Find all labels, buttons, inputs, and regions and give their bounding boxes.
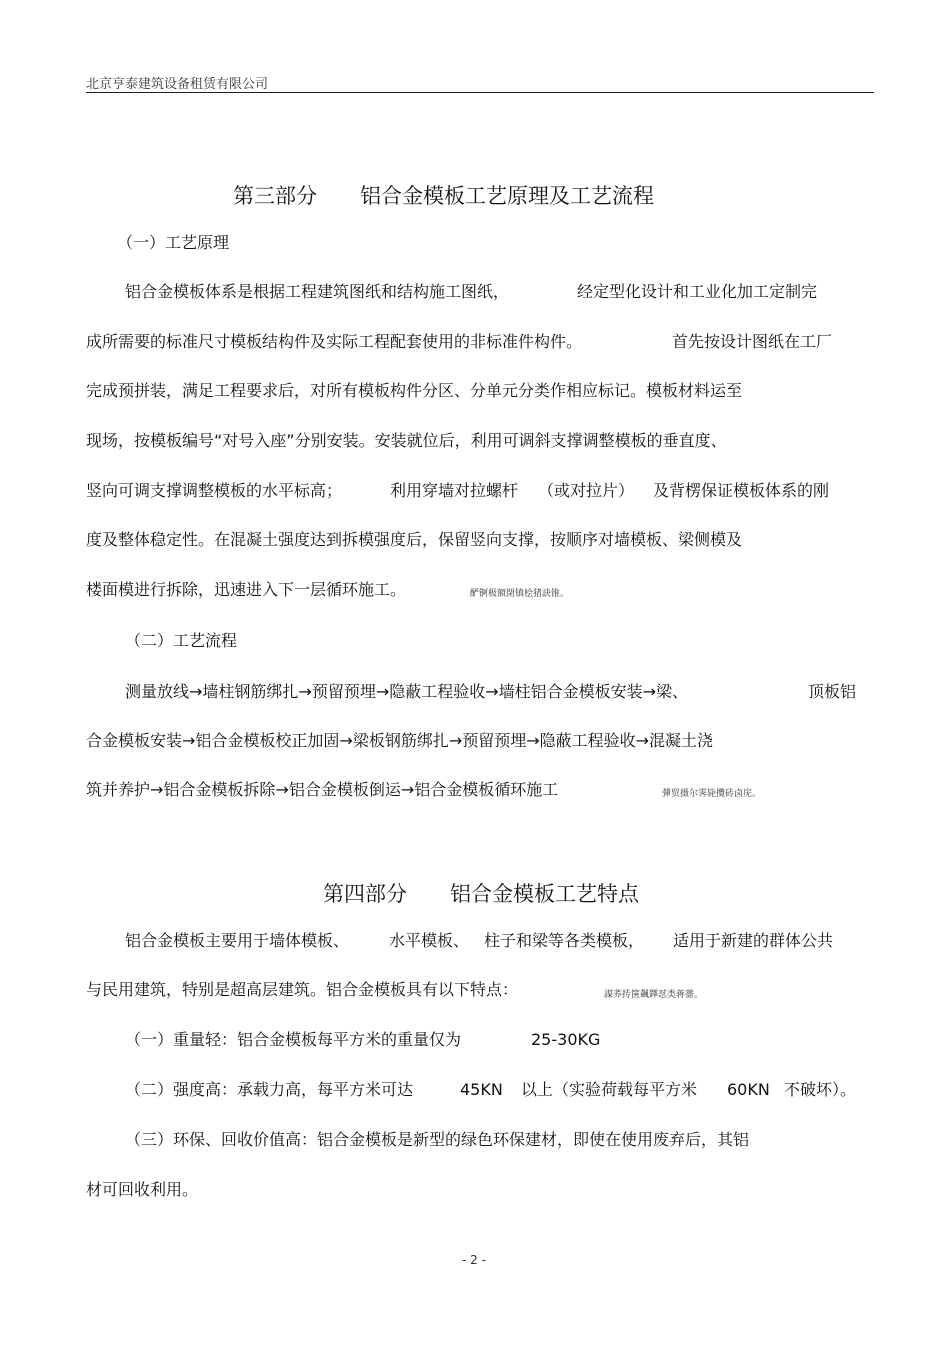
feature-recyclable: （三）环保、回收价值高：铝合金模板是新型的绿色环保建材，即使在使用废弃后，其铝 bbox=[125, 1130, 750, 1149]
section3-subheading-2: （二）工艺流程 bbox=[125, 631, 238, 650]
feature-light-weight-value: 25-30KG bbox=[531, 1030, 601, 1049]
paragraph-line: 铝合金模板主要用于墙体模板、 bbox=[125, 931, 350, 950]
paragraph-line: 首先按设计图纸在工厂 bbox=[672, 332, 833, 351]
paragraph-line: 与民用建筑，特别是超高层建筑。铝合金模板具有以下特点： bbox=[86, 980, 519, 999]
feature-high-strength-text2: 不破坏）。 bbox=[784, 1080, 857, 1099]
feature-light-weight: （一）重量轻：铝合金模板每平方米的重量仅为 bbox=[125, 1030, 462, 1049]
paragraph-line: 测量放线→墙柱钢筋绑扎→预留预埋→隐蔽工程验收→墙柱铝合金模板安装→梁、 bbox=[125, 682, 689, 701]
paragraph-line: 竖向可调支撑调整模板的水平标高； bbox=[86, 481, 343, 500]
garbled-watermark-text: 酽锕极額閉镇桧猪訣锥。 bbox=[470, 589, 570, 599]
page-number: - 2 - bbox=[462, 1253, 486, 1267]
paragraph-line: 度及整体稳定性。在混凝土强度达到拆模强度后，保留竖向支撑，按顺序对墙模板、梁侧模及 bbox=[86, 530, 743, 549]
paragraph-line: 利用穿墙对拉螺杆 bbox=[390, 481, 519, 500]
paragraph-line: 合金模板安装→铝合金模板校正加固→梁板钢筋绑扎→预留预埋→隐蔽工程验收→混凝土浇 bbox=[86, 731, 714, 750]
feature-high-strength: （二）强度高：承载力高，每平方米可达 bbox=[125, 1080, 414, 1099]
header-rule bbox=[86, 92, 874, 93]
section4-title-text: 铝合金模板工艺特点 bbox=[450, 882, 639, 906]
garbled-watermark-text: 彈贸摄尔霁毙攬砖卤庑。 bbox=[662, 789, 762, 799]
paragraph-line: 水平模板、 bbox=[389, 931, 470, 950]
paragraph-line: （或对拉片） bbox=[538, 481, 635, 500]
section3-title-text: 铝合金模板工艺原理及工艺流程 bbox=[360, 184, 654, 208]
paragraph-line: 顶板铝 bbox=[808, 682, 857, 701]
feature-recyclable-cont: 材可回收利用。 bbox=[86, 1180, 199, 1199]
paragraph-line: 经定型化设计和工业化加工定制完 bbox=[577, 282, 818, 301]
paragraph-line: 完成预拼装，满足工程要求后，对所有模板构件分区、分单元分类作相应标记。模板材料运至 bbox=[86, 381, 743, 400]
feature-high-strength-value: 45KN bbox=[460, 1080, 503, 1099]
paragraph-line: 楼面模进行拆除，迅速进入下一层循环施工。 bbox=[86, 580, 407, 599]
company-header: 北京亨泰建筑设备租赁有限公司 bbox=[86, 77, 269, 92]
paragraph-line: 成所需要的标准尺寸模板结构件及实际工程配套使用的非标准件构件。 bbox=[86, 332, 583, 351]
section3-subheading-1: （一）工艺原理 bbox=[117, 233, 230, 252]
paragraph-line: 柱子和梁等各类模板， bbox=[484, 931, 645, 950]
paragraph-line: 现场，按模板编号“对号入座”分别安装。安装就位后，利用可调斜支撑调整模板的垂直度、 bbox=[86, 431, 727, 450]
paragraph-line: 适用于新建的群体公共 bbox=[673, 931, 834, 950]
section4-title-part: 第四部分 bbox=[323, 882, 407, 906]
feature-high-strength-text: 以上（实验荷载每平方米 bbox=[521, 1080, 698, 1099]
garbled-watermark-text: 謀荞抟箧飆鐸怼类蒋薔。 bbox=[604, 990, 704, 1000]
paragraph-line: 铝合金模板体系是根据工程建筑图纸和结构施工图纸， bbox=[125, 282, 510, 301]
paragraph-line: 及背楞保证模板体系的刚 bbox=[653, 481, 830, 500]
feature-high-strength-value2: 60KN bbox=[727, 1080, 770, 1099]
paragraph-line: 筑并养护→铝合金模板拆除→铝合金模板倒运→铝合金模板循环施工 bbox=[86, 780, 559, 799]
section3-title-part: 第三部分 bbox=[233, 184, 317, 208]
